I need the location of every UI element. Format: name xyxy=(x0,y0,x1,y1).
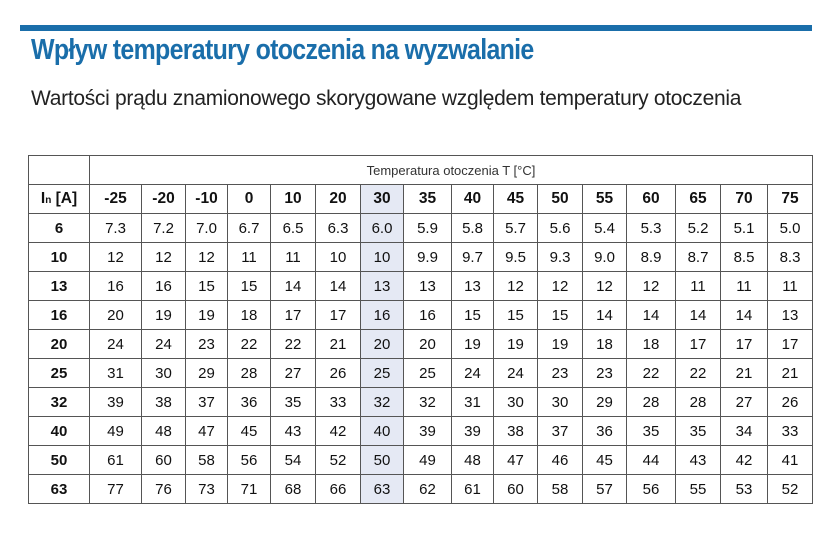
table-cell: 22 xyxy=(676,359,721,388)
table-cell: 13 xyxy=(404,272,452,301)
table-cell: 9.9 xyxy=(404,243,452,272)
table-cell: 18 xyxy=(627,330,676,359)
table-cell: 32 xyxy=(404,388,452,417)
table-cell: 56 xyxy=(627,475,676,504)
row-header-current: 63 xyxy=(29,475,90,504)
table-cell: 30 xyxy=(494,388,538,417)
table-row xyxy=(29,359,813,388)
table-cell: 37 xyxy=(538,417,583,446)
table-cell: 13 xyxy=(452,272,494,301)
table-row xyxy=(29,243,813,272)
row-header-current: 25 xyxy=(29,359,90,388)
table-cell: 14 xyxy=(676,301,721,330)
row-header-current: 50 xyxy=(29,446,90,475)
row-header-current: 32 xyxy=(29,388,90,417)
column-header--20: -20 xyxy=(142,185,186,214)
table-cell: 58 xyxy=(186,446,228,475)
column-header-35: 35 xyxy=(404,185,452,214)
table-cell: 13 xyxy=(361,272,404,301)
table-cell: 21 xyxy=(768,359,813,388)
table-cell: 46 xyxy=(538,446,583,475)
table-cell: 30 xyxy=(142,359,186,388)
table-cell: 16 xyxy=(404,301,452,330)
column-header-40: 40 xyxy=(452,185,494,214)
table-cell: 7.3 xyxy=(90,214,142,243)
table-cell: 22 xyxy=(627,359,676,388)
table-cell: 47 xyxy=(186,417,228,446)
table-cell: 21 xyxy=(721,359,768,388)
table-cell: 12 xyxy=(627,272,676,301)
table-cell: 8.3 xyxy=(768,243,813,272)
rated-current-header: In [A] xyxy=(29,185,90,214)
table-cell: 23 xyxy=(186,330,228,359)
table-cell: 48 xyxy=(142,417,186,446)
group-header-row xyxy=(29,156,813,185)
table-cell: 28 xyxy=(676,388,721,417)
column-header-55: 55 xyxy=(583,185,627,214)
table-cell: 16 xyxy=(142,272,186,301)
table-cell: 54 xyxy=(271,446,316,475)
table-cell: 58 xyxy=(538,475,583,504)
table-cell: 17 xyxy=(676,330,721,359)
column-header-60: 60 xyxy=(627,185,676,214)
table-cell: 42 xyxy=(316,417,361,446)
row-header-current: 10 xyxy=(29,243,90,272)
table-cell: 5.8 xyxy=(452,214,494,243)
row-header-current: 16 xyxy=(29,301,90,330)
table-cell: 52 xyxy=(316,446,361,475)
table-cell: 6.5 xyxy=(271,214,316,243)
table-cell: 38 xyxy=(494,417,538,446)
column-header-65: 65 xyxy=(676,185,721,214)
table-cell: 35 xyxy=(627,417,676,446)
table-row xyxy=(29,330,813,359)
column-header-row xyxy=(29,185,813,214)
table-cell: 5.9 xyxy=(404,214,452,243)
table-cell: 11 xyxy=(271,243,316,272)
table-cell: 15 xyxy=(186,272,228,301)
table-cell: 40 xyxy=(361,417,404,446)
table-cell: 17 xyxy=(721,330,768,359)
table-row xyxy=(29,388,813,417)
table-cell: 35 xyxy=(271,388,316,417)
table-cell: 17 xyxy=(271,301,316,330)
table-cell: 23 xyxy=(538,359,583,388)
table-cell: 5.0 xyxy=(768,214,813,243)
table-cell: 20 xyxy=(404,330,452,359)
table-cell: 29 xyxy=(583,388,627,417)
table-cell: 55 xyxy=(676,475,721,504)
table-row xyxy=(29,301,813,330)
table-cell: 22 xyxy=(271,330,316,359)
table-cell: 33 xyxy=(768,417,813,446)
table-cell: 15 xyxy=(228,272,271,301)
row-header-current: 6 xyxy=(29,214,90,243)
table-cell: 8.9 xyxy=(627,243,676,272)
table-cell: 28 xyxy=(627,388,676,417)
table-cell: 5.3 xyxy=(627,214,676,243)
table-cell: 20 xyxy=(361,330,404,359)
table-cell: 9.7 xyxy=(452,243,494,272)
table-cell: 27 xyxy=(271,359,316,388)
table-cell: 11 xyxy=(228,243,271,272)
table-cell: 14 xyxy=(627,301,676,330)
table-cell: 71 xyxy=(228,475,271,504)
table-cell: 26 xyxy=(768,388,813,417)
table-cell: 14 xyxy=(316,272,361,301)
table-cell: 9.5 xyxy=(494,243,538,272)
table-cell: 73 xyxy=(186,475,228,504)
table-cell: 14 xyxy=(271,272,316,301)
table-row xyxy=(29,446,813,475)
table-cell: 20 xyxy=(90,301,142,330)
table-row xyxy=(29,272,813,301)
table-cell: 60 xyxy=(494,475,538,504)
table-cell: 66 xyxy=(316,475,361,504)
row-header-current: 20 xyxy=(29,330,90,359)
table-cell: 11 xyxy=(676,272,721,301)
table-cell: 37 xyxy=(186,388,228,417)
table-cell: 10 xyxy=(316,243,361,272)
table-cell: 17 xyxy=(768,330,813,359)
table-cell: 45 xyxy=(583,446,627,475)
table-cell: 5.4 xyxy=(583,214,627,243)
table-cell: 21 xyxy=(316,330,361,359)
table-cell: 49 xyxy=(404,446,452,475)
column-header-45: 45 xyxy=(494,185,538,214)
page-title: Wpływ temperatury otoczenia na wyzwalanie xyxy=(31,34,534,66)
column-header--10: -10 xyxy=(186,185,228,214)
table-cell: 12 xyxy=(142,243,186,272)
table-cell: 16 xyxy=(361,301,404,330)
table-cell: 30 xyxy=(538,388,583,417)
table-cell: 28 xyxy=(228,359,271,388)
table-cell: 19 xyxy=(494,330,538,359)
row-header-current: 40 xyxy=(29,417,90,446)
table-row xyxy=(29,417,813,446)
table-cell: 60 xyxy=(142,446,186,475)
table-cell: 61 xyxy=(90,446,142,475)
table-cell: 12 xyxy=(186,243,228,272)
table-cell: 36 xyxy=(583,417,627,446)
table-cell: 38 xyxy=(142,388,186,417)
table-cell: 45 xyxy=(228,417,271,446)
table-cell: 39 xyxy=(404,417,452,446)
table-cell: 12 xyxy=(494,272,538,301)
table-cell: 7.2 xyxy=(142,214,186,243)
table-cell: 23 xyxy=(583,359,627,388)
table-cell: 11 xyxy=(768,272,813,301)
table-cell: 19 xyxy=(186,301,228,330)
table-cell: 63 xyxy=(361,475,404,504)
table-cell: 11 xyxy=(721,272,768,301)
column-header-50: 50 xyxy=(538,185,583,214)
table-cell: 44 xyxy=(627,446,676,475)
table-cell: 26 xyxy=(316,359,361,388)
table-cell: 14 xyxy=(721,301,768,330)
table-cell: 13 xyxy=(768,301,813,330)
table-cell: 61 xyxy=(452,475,494,504)
table-cell: 68 xyxy=(271,475,316,504)
table-cell: 42 xyxy=(721,446,768,475)
table-cell: 52 xyxy=(768,475,813,504)
table-cell: 76 xyxy=(142,475,186,504)
table-cell: 31 xyxy=(90,359,142,388)
table-cell: 12 xyxy=(538,272,583,301)
table-cell: 25 xyxy=(404,359,452,388)
table-cell: 50 xyxy=(361,446,404,475)
table-cell: 24 xyxy=(142,330,186,359)
table-cell: 17 xyxy=(316,301,361,330)
table-cell: 39 xyxy=(90,388,142,417)
table-cell: 27 xyxy=(721,388,768,417)
table-cell: 32 xyxy=(361,388,404,417)
table-cell: 8.7 xyxy=(676,243,721,272)
column-header-75: 75 xyxy=(768,185,813,214)
table-cell: 43 xyxy=(676,446,721,475)
table-cell: 36 xyxy=(228,388,271,417)
temperature-correction-table xyxy=(28,155,813,504)
column-header--25: -25 xyxy=(90,185,142,214)
table-cell: 5.6 xyxy=(538,214,583,243)
table-cell: 19 xyxy=(452,330,494,359)
table-cell: 19 xyxy=(142,301,186,330)
table-cell: 29 xyxy=(186,359,228,388)
table-cell: 12 xyxy=(583,272,627,301)
table-cell: 24 xyxy=(452,359,494,388)
page-subtitle: Wartości prądu znamionowego skorygowane względem temperatury otoczenia xyxy=(31,87,742,110)
table-cell: 56 xyxy=(228,446,271,475)
row-header-current: 13 xyxy=(29,272,90,301)
table-row xyxy=(29,214,813,243)
table-cell: 43 xyxy=(271,417,316,446)
column-header-30: 30 xyxy=(361,185,404,214)
header-accent-bar xyxy=(20,25,812,31)
table-cell: 6.7 xyxy=(228,214,271,243)
table-cell: 5.7 xyxy=(494,214,538,243)
table-row xyxy=(29,475,813,504)
table-cell: 57 xyxy=(583,475,627,504)
table-cell: 24 xyxy=(494,359,538,388)
table-cell: 5.2 xyxy=(676,214,721,243)
column-header-70: 70 xyxy=(721,185,768,214)
column-header-20: 20 xyxy=(316,185,361,214)
table-cell: 77 xyxy=(90,475,142,504)
table-cell: 34 xyxy=(721,417,768,446)
column-header-10: 10 xyxy=(271,185,316,214)
table-cell: 49 xyxy=(90,417,142,446)
table-cell: 15 xyxy=(452,301,494,330)
table-cell: 9.0 xyxy=(583,243,627,272)
table-cell: 62 xyxy=(404,475,452,504)
column-header-0: 0 xyxy=(228,185,271,214)
temperature-group-header: Temperatura otoczenia T [°C] xyxy=(90,156,813,185)
table-cell: 7.0 xyxy=(186,214,228,243)
table-cell: 6.3 xyxy=(316,214,361,243)
table-cell: 15 xyxy=(538,301,583,330)
table-cell: 14 xyxy=(583,301,627,330)
table-cell: 24 xyxy=(90,330,142,359)
table-cell: 15 xyxy=(494,301,538,330)
table-cell: 19 xyxy=(538,330,583,359)
table-cell: 22 xyxy=(228,330,271,359)
table-cell: 12 xyxy=(90,243,142,272)
table-cell: 53 xyxy=(721,475,768,504)
table-cell: 6.0 xyxy=(361,214,404,243)
table-cell: 48 xyxy=(452,446,494,475)
table-cell: 18 xyxy=(583,330,627,359)
table-cell: 16 xyxy=(90,272,142,301)
table-cell: 25 xyxy=(361,359,404,388)
table-cell: 33 xyxy=(316,388,361,417)
table-cell: 31 xyxy=(452,388,494,417)
table-cell: 41 xyxy=(768,446,813,475)
table-cell: 5.1 xyxy=(721,214,768,243)
corner-cell xyxy=(29,156,90,185)
table-cell: 39 xyxy=(452,417,494,446)
table-cell: 47 xyxy=(494,446,538,475)
table-cell: 9.3 xyxy=(538,243,583,272)
table-cell: 10 xyxy=(361,243,404,272)
table-cell: 8.5 xyxy=(721,243,768,272)
table-cell: 35 xyxy=(676,417,721,446)
table-cell: 18 xyxy=(228,301,271,330)
